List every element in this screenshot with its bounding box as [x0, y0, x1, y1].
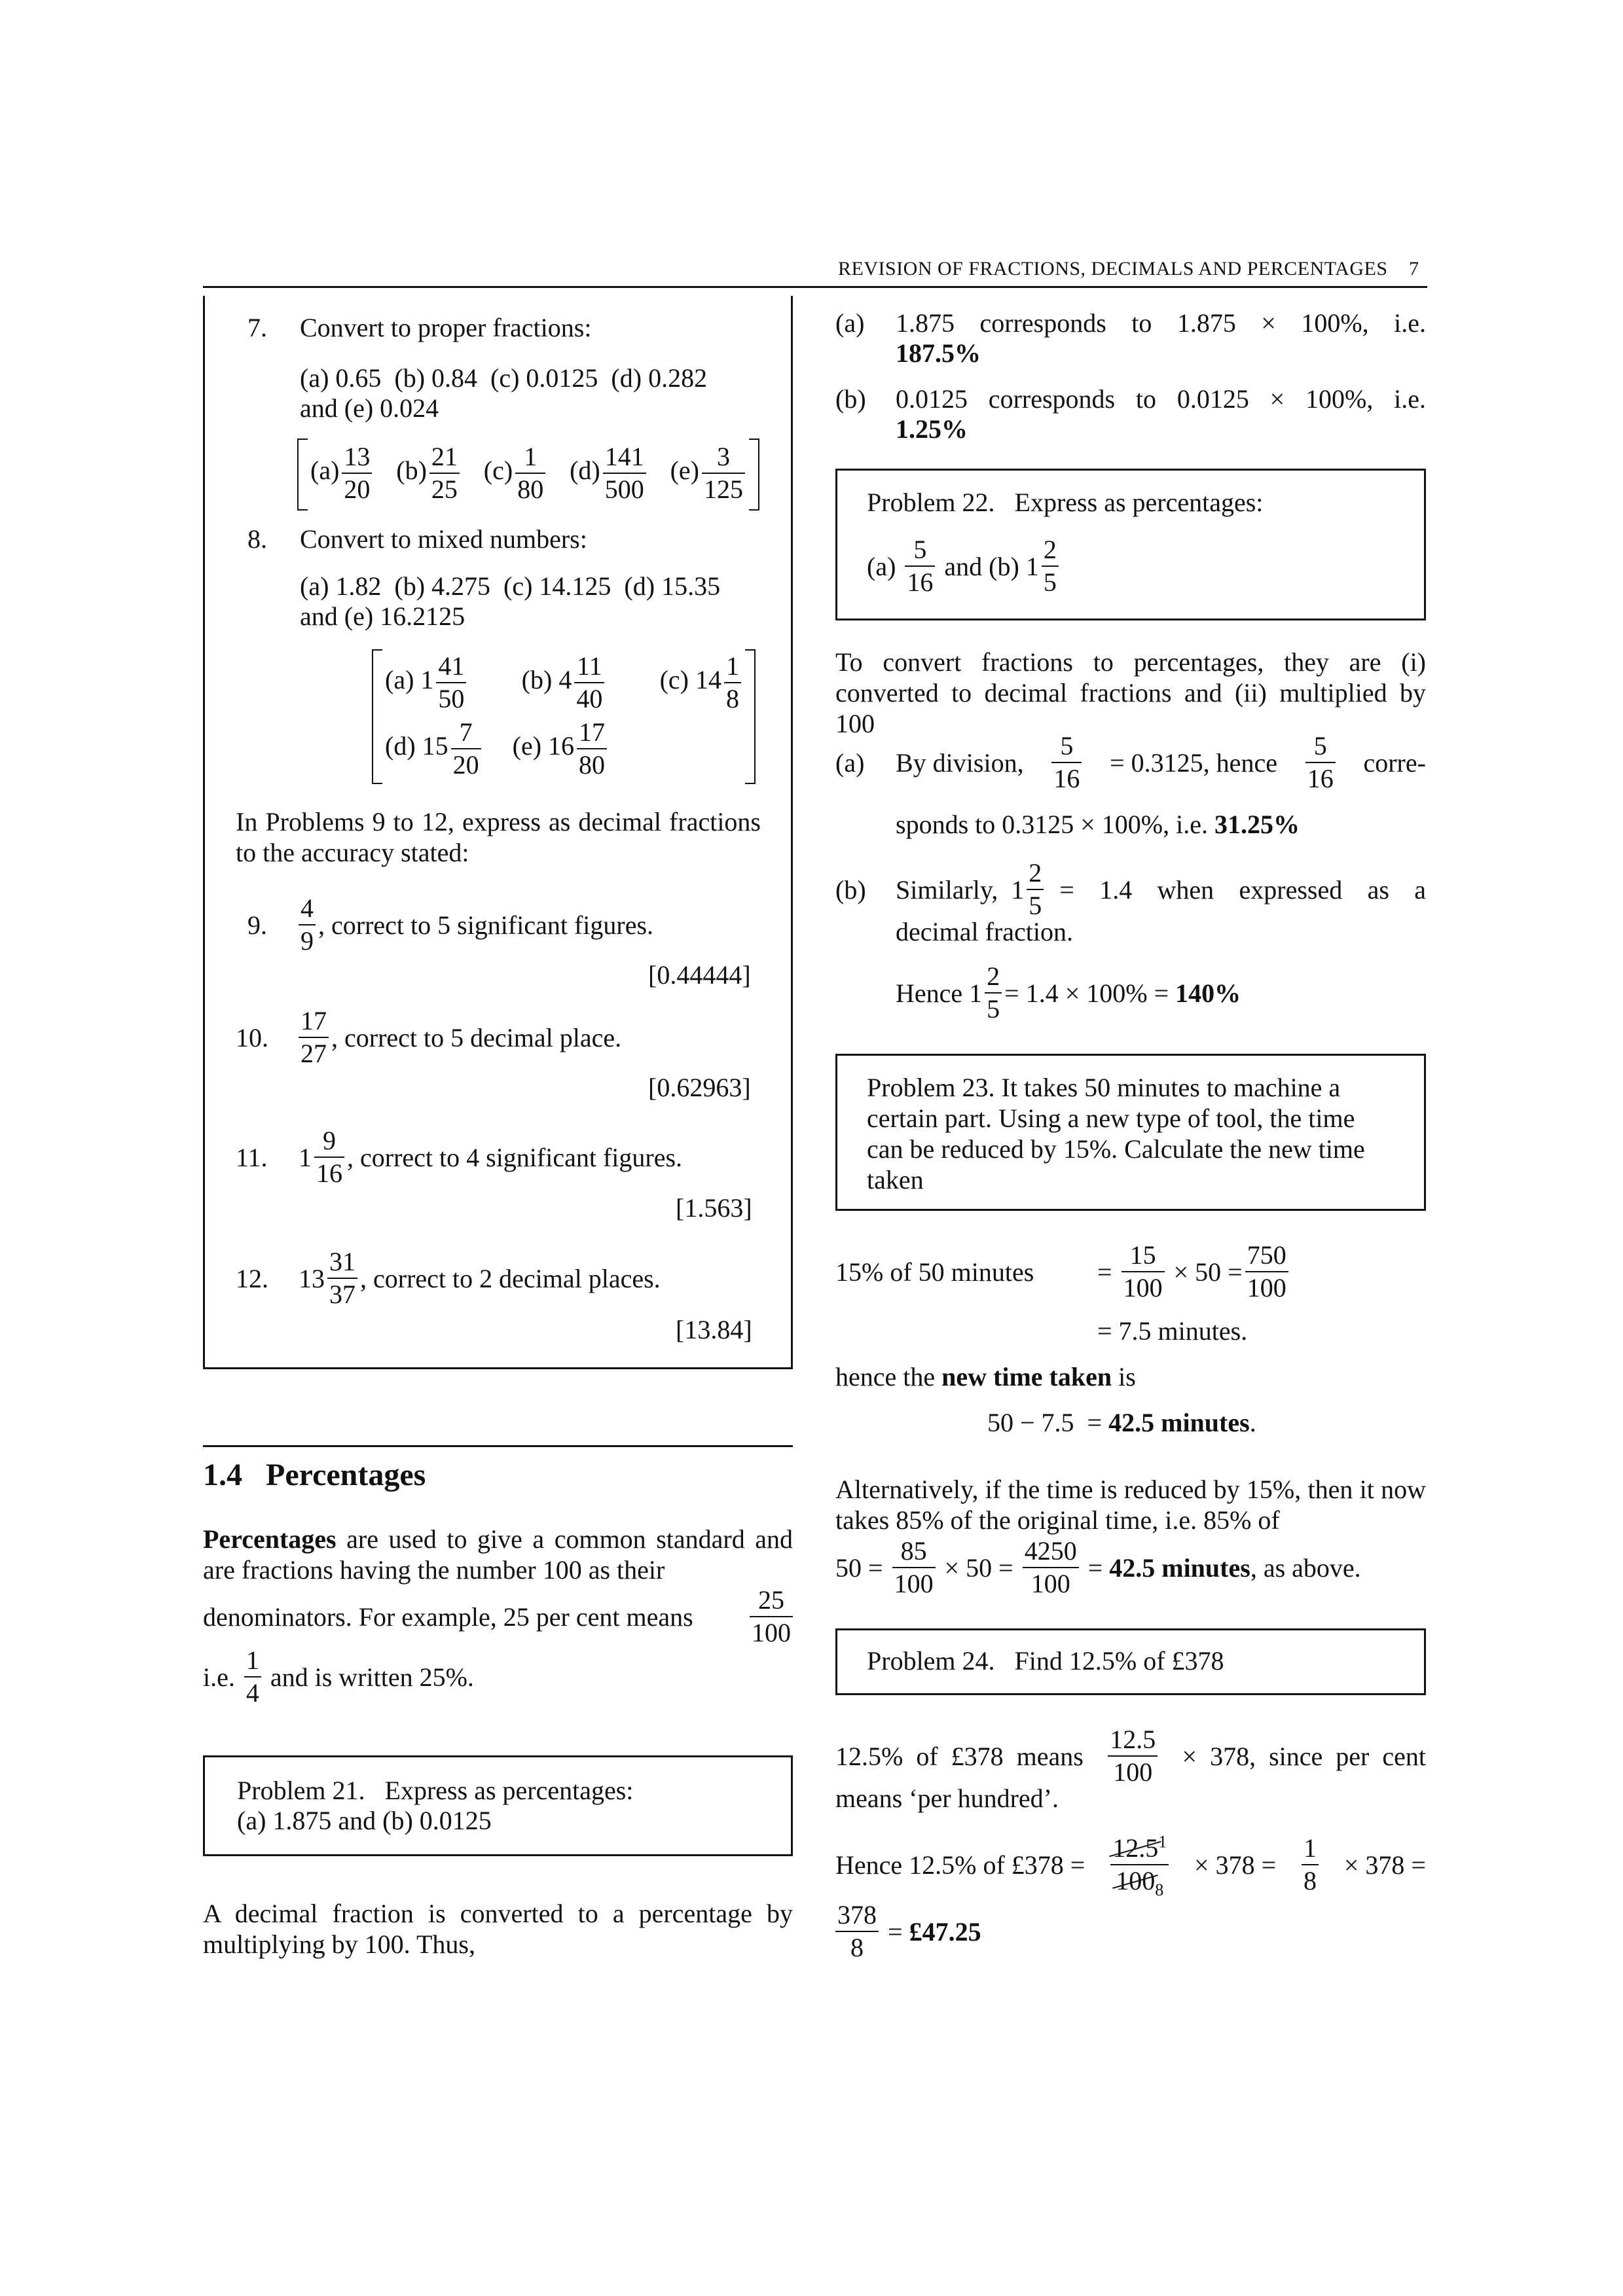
sol22-b-line1: Similarly, 1 $\frac{2}{5}$ = 1.4 when expressed as a [896, 858, 1426, 920]
ex10-expression: $\frac{17}{27}$ , correct to 5 decimal place. [296, 1001, 621, 1073]
problems-intro: In Problems 9 to 12, express as decimal fractions to the accuracy stated: [236, 807, 761, 867]
ex7-bracket-left [297, 439, 308, 511]
section-rule [203, 1445, 793, 1447]
calc23-line2: = 7.5 minutes. [1097, 1316, 1248, 1346]
ex11-number: 11. [236, 1143, 268, 1172]
sol21-b-result: 1.25% [896, 414, 968, 444]
ex7-bracket-right [749, 439, 759, 511]
problem-22-expression: (a) $\frac{5}{16}$ and (b) 1 $\frac{2}{5}$ [867, 530, 1061, 602]
ex11-answer: [1.563] [676, 1193, 752, 1223]
problem-21-line2: (a) 1.875 and (b) 0.0125 [237, 1806, 492, 1835]
sol21-a-label: (a) [835, 308, 865, 338]
ex7-answer-c: (c) $\frac{1}{80}$ [484, 441, 548, 505]
ex8-bracket-right [745, 649, 756, 784]
ex8-answer-c: (c) 14 $\frac{1}{8}$ [660, 651, 744, 715]
ex8-answer-a: (a) 1 $\frac{41}{50}$ [385, 651, 469, 715]
ex8-bracket-left [372, 649, 382, 784]
sol21-b-text: 0.0125 corresponds to 0.0125 × 100%, i.e. [896, 384, 1426, 414]
running-title: REVISION OF FRACTIONS, DECIMALS AND PERCENTAGES [838, 258, 1388, 279]
ex12-number: 12. [236, 1264, 268, 1293]
ex7-title: Convert to proper fractions: [300, 313, 592, 342]
ex7-answer-d: (d) $\frac{141}{500}$ [570, 441, 649, 505]
fraction-conversion-paragraph: To convert fractions to percentages, they are (i) converted to decimal fractions and (ii) multiplied by 100 [835, 647, 1426, 738]
percentages-paragraph: Percentages are used to give a common standard and are fractions having the number 100 as their [203, 1524, 793, 1585]
calc23-line1: = $\frac{15}{100}$ × 50 = $\frac{750}{100}$ [1097, 1236, 1291, 1308]
ex8-answer-d: (d) 15 $\frac{7}{20}$ [385, 717, 484, 781]
sol22-a-line2: sponds to 0.3125 × 100%, i.e. 31.25% [896, 810, 1300, 839]
sol21-b-label: (b) [835, 384, 866, 414]
problem-24-title: Problem 24. Find 12.5% of £378 [867, 1646, 1224, 1676]
sol22-a-line1: By division, $\frac{5}{16}$ = 0.3125, hence $\frac{5}{16}$ corre- [896, 731, 1426, 793]
sol22-b-line3: Hence 1 $\frac{2}{5}$ = 1.4 × 100% = 140% [896, 961, 1241, 1024]
calc24-line1: 12.5% of £378 means $\frac{12.5}{100}$ × 378, since per cent [835, 1725, 1426, 1787]
sol22-b-label: (b) [835, 875, 866, 905]
ex7-answer-b: (b) $\frac{21}{25}$ [396, 441, 462, 505]
ex10-answer: [0.62963] [648, 1073, 751, 1102]
ex8-line1: (a) 1.82 (b) 4.275 (c) 14.125 (d) 15.35 [300, 571, 721, 601]
calc23-left: 15% of 50 minutes [835, 1257, 1034, 1287]
ex9-number: 9. [247, 910, 267, 940]
problem-21-title: Problem 21. Express as percentages: [237, 1776, 634, 1805]
calc24-line3: Hence 12.5% of £378 = $\frac{12.5^1}{100_8}$ × 378 = $\frac{1}{8}$ × 378 = [835, 1832, 1426, 1899]
ex8-answers [385, 649, 744, 781]
ex7-line1: (a) 0.65 (b) 0.84 (c) 0.0125 (d) 0.282 [300, 363, 708, 393]
problem-23-text: Problem 23. It takes 50 minutes to machine a certain part. Using a new type of tool, the time can be reduced by 15%. Calculate the new time taken [867, 1073, 1365, 1194]
ex9-expression: $\frac{4}{9}$ , correct to 5 significant figures. [296, 889, 653, 961]
section-heading: 1.4 Percentages [203, 1458, 426, 1492]
ex9-answer: [0.44444] [648, 960, 751, 990]
ex7-number: 7. [247, 313, 267, 342]
cancelled-fraction: $\frac{12.5^1}{100_8}$ [1110, 1833, 1169, 1897]
ex7-line2: and (e) 0.024 [300, 393, 439, 423]
decimal-conversion-paragraph: A decimal fraction is converted to a percentage by multiplying by 100. Thus, [203, 1899, 793, 1959]
page-number: 7 [1409, 258, 1419, 279]
ex7-answers [310, 439, 748, 508]
calc24-line4: $\frac{378}{8}$ = £47.25 [835, 1895, 981, 1967]
sol22-a-label: (a) [835, 748, 865, 778]
ex8-number: 8. [247, 524, 267, 554]
ex7-answer-a: (a) $\frac{13}{20}$ [310, 441, 374, 505]
ex8-answer-e: (e) 16 $\frac{17}{80}$ [513, 717, 610, 781]
sol21-a-result: 187.5% [896, 338, 981, 368]
ex7-answer-e: (e) $\frac{3}{125}$ [670, 441, 748, 505]
ex11-expression: 1 $\frac{9}{16}$ , correct to 4 significant figures. [299, 1126, 683, 1188]
calc23-line4: 50 − 7.5 = 42.5 minutes. [987, 1408, 1256, 1437]
calc23-line3: hence the new time taken is [835, 1362, 1136, 1391]
alternative-calc: 50 = $\frac{85}{100}$ × 50 = $\frac{4250}{100}$ = 42.5 minutes , as above. [835, 1536, 1361, 1598]
ex12-answer: [13.84] [676, 1315, 752, 1344]
sol21-a-text: 1.875 corresponds to 1.875 × 100%, i.e. [896, 308, 1426, 338]
header-rule [203, 286, 1427, 288]
percentages-ie-line: i.e. $\frac{1}{4}$ and is written 25%. [203, 1645, 474, 1708]
ex12-expression: 13 $\frac{31}{37}$ , correct to 2 decimal places. [299, 1247, 661, 1309]
alternative-paragraph: Alternatively, if the time is reduced by 15%, then it now takes 85% of the original time, i.e. 85% of [835, 1475, 1426, 1535]
ex8-line2: and (e) 16.2125 [300, 601, 465, 631]
sol22-b-line2: decimal fraction. [896, 917, 1073, 946]
ex8-answer-b: (b) 4 $\frac{11}{40}$ [522, 651, 608, 715]
ex8-title: Convert to mixed numbers: [300, 524, 587, 554]
problem-22-title: Problem 22. Express as percentages: [867, 488, 1264, 517]
percentages-example-line: denominators. For example, 25 per cent means $\frac{25}{100}$ [203, 1584, 793, 1649]
calc24-line2: means ‘per hundred’. [835, 1784, 1059, 1813]
ex10-number: 10. [236, 1023, 268, 1052]
